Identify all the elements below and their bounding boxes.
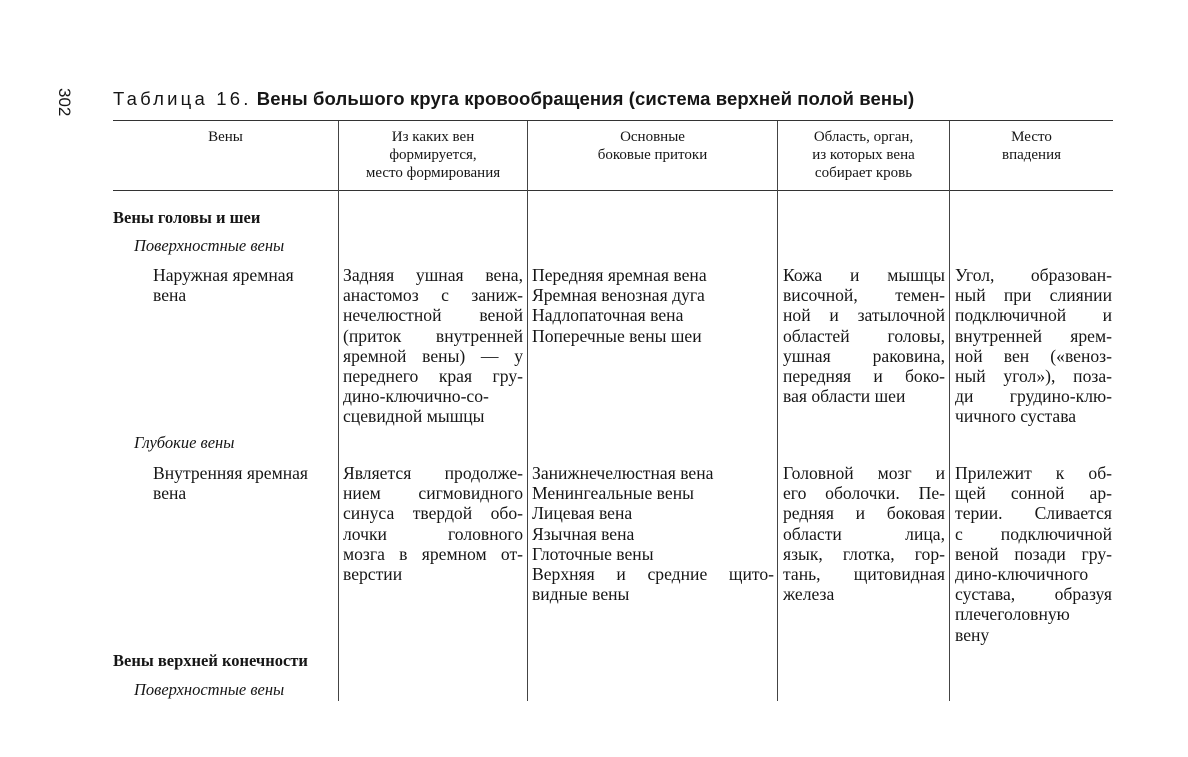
column-divider — [338, 121, 339, 701]
table-caption: Вены большого круга кровообращения (система верхней полой вены) — [256, 88, 915, 109]
column-divider — [949, 121, 950, 701]
table-top-rule — [113, 120, 1113, 121]
external-jugular-formation: Задняя ушная вена, анастомоз с заниж- нечелюстной веной (приток внутренней яремной вены) — у переднего края гру- дино-ключично-со- сцевидной мышцы — [343, 265, 523, 427]
external-jugular-tributaries: Передняя яремная вена Яремная венозная дуга Надлопаточная вена Поперечные вены шеи — [532, 265, 707, 346]
subsection-superficial-limb: Поверхностные вены — [134, 680, 285, 699]
table-title — [113, 88, 914, 110]
column-divider — [527, 121, 528, 701]
page-number: 302 — [55, 88, 74, 117]
header-veins: Вены — [208, 129, 243, 145]
header-tributaries: Основные боковые притоки — [597, 129, 708, 163]
header-formation: Из каких вен формируется, место формирования — [365, 129, 501, 181]
header-drainage: Место впадения — [1001, 129, 1061, 163]
subsection-superficial: Поверхностные вены — [134, 236, 285, 255]
subsection-deep: Глубокие вены — [134, 433, 235, 452]
section-upper-limb: Вены верхней конечности — [113, 651, 308, 670]
header-region: Область, орган, из которых вена собирает кровь — [812, 129, 915, 181]
column-divider — [777, 121, 778, 701]
internal-jugular-formation: Является продолже- нием сигмовидного синуса твердой обо- лочки головного мозга в яремном от- верстии — [343, 463, 523, 585]
external-jugular-region: Кожа и мышцы височной, темен- ной и затылочной областей головы, ушная раковина, передняя и боко- вая области шеи — [783, 265, 945, 407]
external-jugular-drainage: Угол, образован- ный при слиянии подключичной и внутренней ярем- ной вен («веноз- ный угол»), поза- ди грудино-клю- чичного сустава — [955, 265, 1112, 427]
section-head-neck: Вены головы и шеи — [113, 208, 261, 227]
internal-jugular-tributaries: Занижнечелюстная вена Менингеальные вены Лицевая вена Язычная вена Глоточные вены Верхняя и средние щито- видные вены — [532, 463, 774, 605]
table-row-external-jugular-vein: Наружная яремная вена — [153, 265, 294, 306]
table-row-internal-jugular-vein: Внутренняя яремная вена — [153, 463, 309, 504]
internal-jugular-drainage: Прилежит к об- щей сонной ар- терии. Сливается с подключичной веной позади гру- дино-ключичного сустава, образуя плечеголовную вену — [955, 463, 1112, 645]
header-bottom-rule — [113, 190, 1113, 191]
internal-jugular-region: Головной мозг и его оболочки. Пе- редняя и боковая области лица, язык, глотка, гор- тань, щитовидная железа — [783, 463, 945, 605]
table-label: Таблица 16. — [113, 88, 252, 109]
